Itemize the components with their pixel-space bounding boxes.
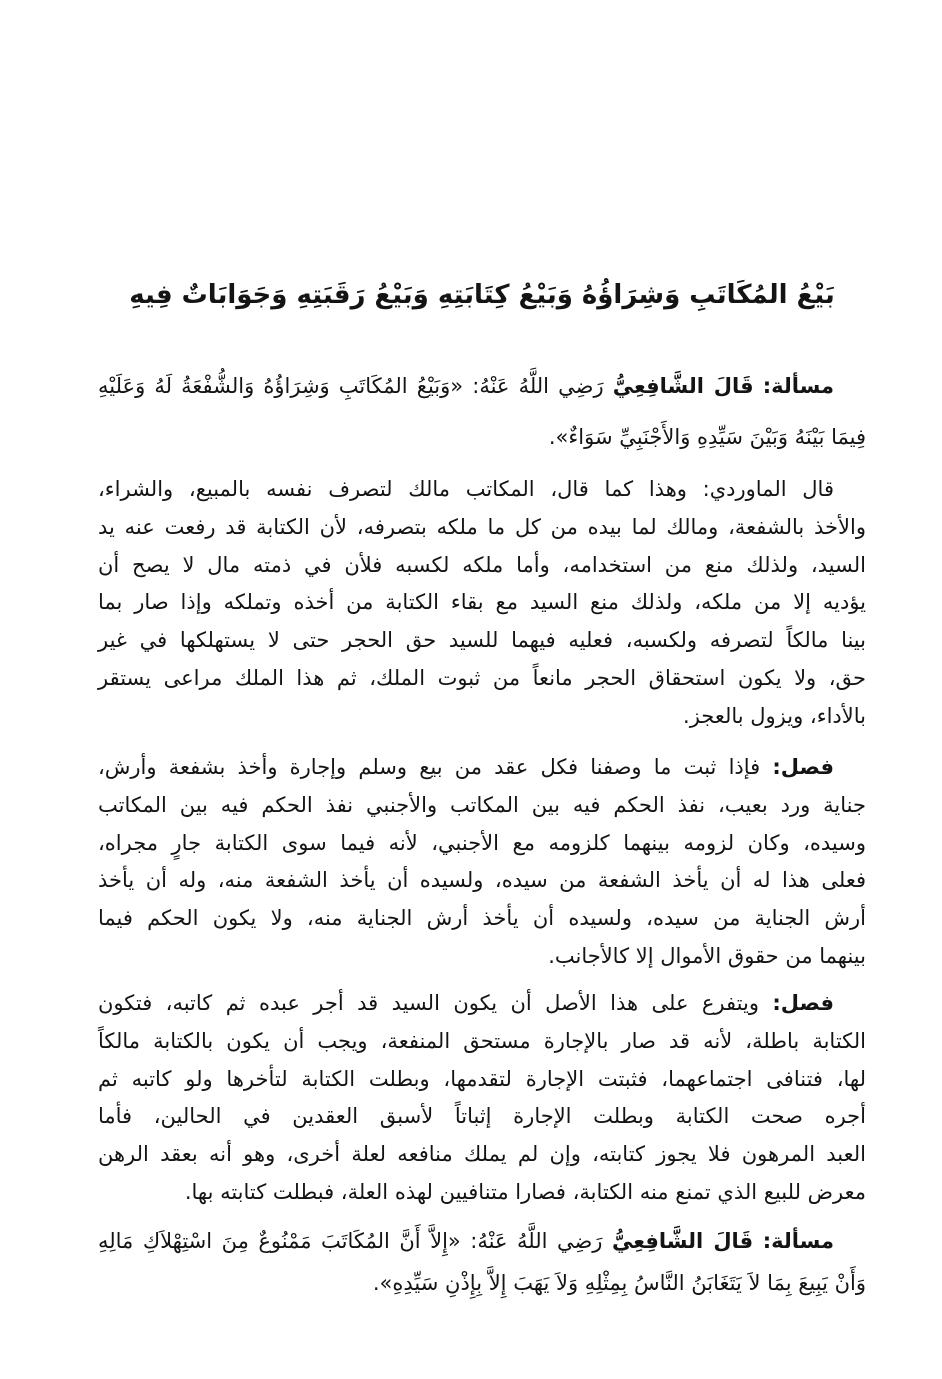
mawardi-paragraph: [98, 471, 866, 736]
paragraph-line: بينا مالكاً لتصرفه ولكسبه، فعليه فيهما للسيد حق الحجر حتى لا يستهلكها في غير: [98, 628, 866, 653]
paragraph-line: أجره صحت الكتابة وبطلت الإجارة إثباتاً لأسبق العقدين في الحالين، فأما: [98, 1104, 866, 1129]
paragraph-line: معرض للبيع الذي تمنع منه الكتابة، فصارا متنافيين لهذه العلة، فبطلت كتابته بها.: [184, 1179, 866, 1204]
masala-paragraph-1: [98, 361, 866, 463]
paragraph-line: حق، ولا يكون استحقاق الحجر مانعاً من ثبوت الملك، ثم هذا الملك مراعى يستقر: [98, 665, 866, 690]
line-text: رَضِي اللَّهُ عَنْهُ: «وَبَيْعُ المُكَاتَبِ وَشِرَاؤُهُ وَالشُّفْعَةُ لَهُ وَعَلَيْهِ: [98, 374, 604, 398]
paragraph-line: وسيده، وكان لزومه بينهما كلزومه مع الأجنبي، لأنه فيما سوى الكتابة جارٍ مجراه،: [98, 830, 866, 855]
masala-label: مسألة:: [762, 1229, 834, 1253]
fasl-paragraph-1: [98, 749, 866, 976]
paragraph-line: [98, 1220, 866, 1262]
paragraph-line: فعلى هذا له أن يأخذ الشفعة من سيده، ولسيده أن يأخذ الشفعة منه، وله أن يأخذ: [98, 868, 866, 893]
paragraph-line: [98, 749, 866, 787]
paragraph-line: فِيمَا بَيْنَهُ وَبَيْنَ سَيِّدِهِ وَالأَجْنَبِيِّ سَوَاءٌ».: [548, 425, 866, 449]
paragraph-line: يؤديه إلا من ملكه، ولذلك منع السيد مع بقاء الكتابة من أخذه وتملكه وإذا صار بما: [98, 590, 866, 615]
paragraph-line: الكتابة باطلة، لأنه قد صار بالإجارة مستحق المنفعة، ويجب أن يكون بالكتابة مالكاً: [98, 1028, 866, 1053]
fasl-label: فصل:: [772, 991, 834, 1015]
line-text: ويتفرع على هذا الأصل أن يكون السيد قد أجر عبده ثم كاتبه، فتكون: [98, 991, 759, 1015]
line-text: رَضِي اللَّهُ عَنْهُ: «إِلاَّ أَنَّ المُكَاتَبَ مَمْنُوعٌ مِنَ اسْتِهْلاَكِ مَالِهِ: [98, 1229, 603, 1253]
chapter-title: بَيْعُ المُكَاتَبِ وَشِرَاؤُهُ وَبَيْعُ كِتَابَتِهِ وَبَيْعُ رَقَبَتِهِ وَجَوَابَاتٌ فِيهِ: [129, 280, 835, 310]
paragraph-line: السيد، ولذلك منع من استخدامه، وأما ملكه لكسبه فلأن في ذمته مال لا يصح أن: [98, 552, 866, 577]
paragraph-line: أرش الجناية من سيده، ولسيده أن يأخذ أرش الجناية منه، ولا يكون الحكم فيما: [98, 906, 866, 931]
paragraph-line: والأخذ بالشفعة، ومالك لما بيده من كل ما ملكه بتصرفه، لأن الكتابة قد رفعت عنه يد: [98, 514, 866, 539]
paragraph-line: بينهما من حقوق الأموال إلا كالأجانب.: [548, 943, 866, 968]
fasl-label: فصل:: [772, 755, 834, 779]
paragraph-line: بالأداء، ويزول بالعجز.: [683, 703, 866, 728]
speaker-label: قَالَ الشَّافِعِيُّ: [611, 1229, 754, 1253]
paragraph-line: جناية ورد بعيب، نفذ الحكم فيه بين المكاتب والأجنبي نفذ الحكم فيه بين المكاتب: [98, 792, 866, 817]
paragraph-line: [98, 361, 866, 412]
masala-label: مسألة:: [762, 374, 834, 398]
paragraph-line: لها، فتنافى اجتماعهما، فثبتت الإجارة لتقدمها، وبطلت الكتابة لتأخرها ولو كاتبه ثم: [98, 1066, 866, 1091]
paragraph-line: وَأَنْ يَبِيعَ بِمَا لاَ يَتَغَابَنُ النَّاسُ بِمِثْلِهِ وَلاَ يَهَبَ إِلاَّ بِإِذْنِ سَيِّدِهِ».: [372, 1271, 866, 1295]
masala-paragraph-2: [98, 1220, 866, 1304]
paragraph-line: قال الماوردي: وهذا كما قال، المكاتب مالك لتصرف نفسه بالمبيع، والشراء،: [98, 477, 834, 501]
paragraph-line: [98, 985, 866, 1023]
paragraph-line: العبد المرهون فلا يجوز كتابته، وإن لم يملك منافعه لعلة أخرى، وهو أنه بعقد الرهن: [98, 1142, 866, 1167]
line-text: فإذا ثبت ما وصفنا فكل عقد من بيع وسلم وإجارة وأخذ بشفعة وأرش،: [98, 755, 761, 779]
speaker-label: قَالَ الشَّافِعِيُّ: [612, 374, 754, 398]
fasl-paragraph-2: [98, 985, 866, 1212]
